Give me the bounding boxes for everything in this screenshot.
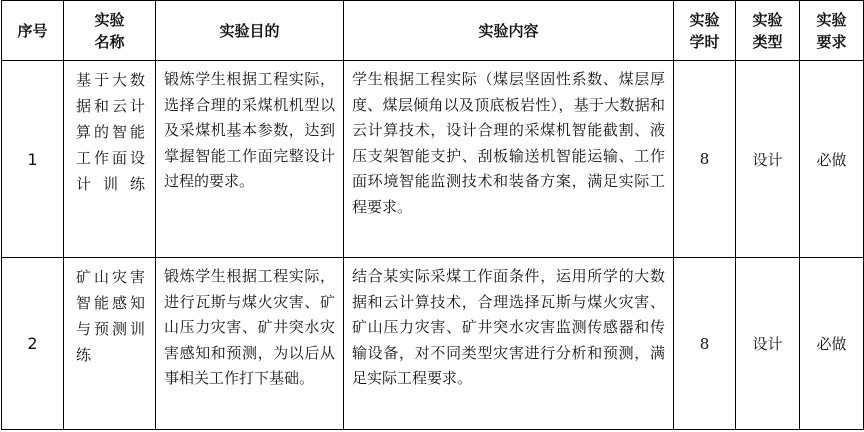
experiment-type: 设计: [736, 258, 800, 430]
experiment-name: 基于大数据和云计算的智能工作面设计训练: [64, 61, 156, 258]
header-goal: 实验目的: [156, 1, 344, 61]
header-row: [2, 1, 864, 61]
experiment-content: 结合某实际采煤工作面条件，运用所学的大数据和云计算技术，合理选择瓦斯与煤火灾害、矿山压力灾害、矿井突水灾害监测传感器和传输设备，对不同类型灾害进行分析和预测，满足实际工程要求。: [344, 258, 674, 430]
experiment-hours: 8: [674, 61, 736, 258]
row-number: 2: [2, 258, 64, 430]
experiment-hours: 8: [674, 258, 736, 430]
experiment-goal: 锻炼学生根据工程实际，选择合理的采煤机机型以及采煤机基本参数，达到掌握智能工作面完整设计过程的要求。: [156, 61, 344, 258]
header-no: 序号: [2, 1, 64, 61]
experiment-type: 设计: [736, 61, 800, 258]
header-name: 实验 名称: [64, 1, 156, 61]
row-number: 1: [2, 61, 64, 258]
experiment-name: 矿山灾害智能感知与预测训练: [64, 258, 156, 430]
table-row: [2, 258, 864, 430]
experiment-requirement: 必做: [800, 258, 864, 430]
experiment-table: [1, 0, 864, 430]
header-content: 实验内容: [344, 1, 674, 61]
header-type: 实验 类型: [736, 1, 800, 61]
experiment-goal: 锻炼学生根据工程实际，进行瓦斯与煤火灾害、矿山压力灾害、矿井突水灾害感知和预测，为以后从事相关工作打下基础。: [156, 258, 344, 430]
experiment-requirement: 必做: [800, 61, 864, 258]
table-row: [2, 61, 864, 258]
header-hours: 实验 学时: [674, 1, 736, 61]
header-requirement: 实验 要求: [800, 1, 864, 61]
experiment-content: 学生根据工程实际（煤层坚固性系数、煤层厚度、煤层倾角以及顶底板岩性），基于大数据和云计算技术，设计合理的采煤机智能截割、液压支架智能支护、刮板输送机智能运输、工作面环境智能监测技术和装备方案，满足实际工程要求。: [344, 61, 674, 258]
